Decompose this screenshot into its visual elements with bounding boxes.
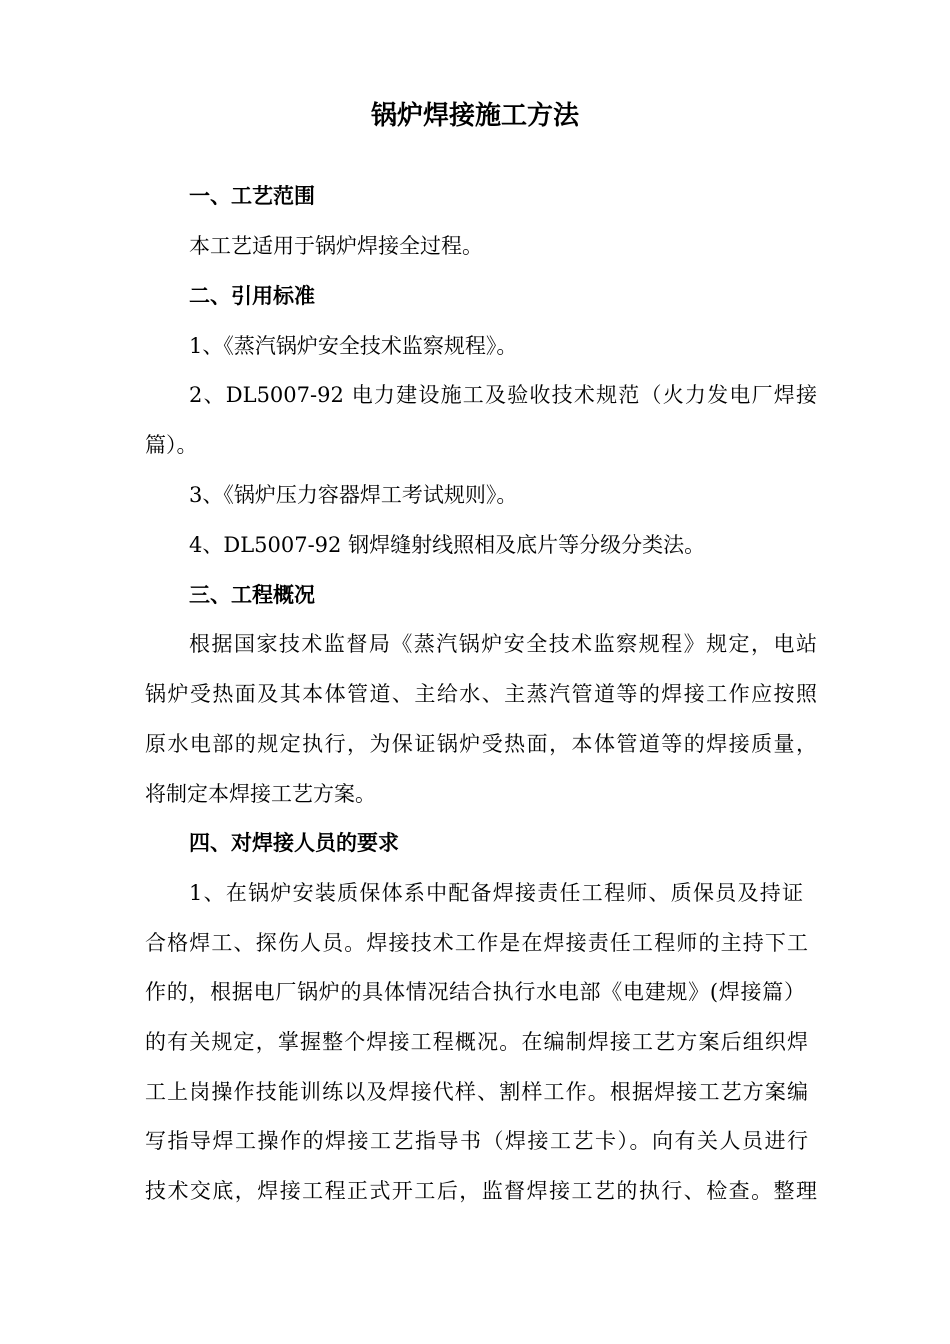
overview-line-3: 原水电部的规定执行，为保证锅炉受热面，本体管道等的焊接质量， [145,732,817,756]
personnel-line-6: 写指导焊工操作的焊接工艺指导书（焊接工艺卡）。向有关人员进行 [145,1129,808,1153]
document-title: 锅炉焊接施工方法 [370,101,579,131]
personnel-line-2: 合格焊工、探伤人员。焊接技术工作是在焊接责任工程师的主持下工 [145,931,808,955]
overview-line-4: 将制定本焊接工艺方案。 [145,782,376,806]
section-heading-scope: 一、工艺范围 [189,183,315,208]
overview-line-2: 锅炉受热面及其本体管道、主给水、主蒸汽管道等的焊接工作应按照 [145,682,817,706]
section-heading-personnel: 四、对焊接人员的要求 [189,830,399,855]
personnel-line-1: 1、在锅炉安装质保体系中配备焊接责任工程师、质保员及持证 [189,881,803,905]
standard-item-4: 4、DL5007-92 钢焊缝射线照相及底片等分级分类法。 [189,533,706,557]
section-heading-standards: 二、引用标准 [189,283,315,308]
standard-item-2-continued: 篇）。 [145,433,198,457]
personnel-line-7: 技术交底，焊接工程正式开工后，监督焊接工艺的执行、检查。整理 [145,1179,817,1203]
personnel-line-5: 工上岗操作技能训练以及焊接代样、割样工作。根据焊接工艺方案编 [145,1080,808,1104]
standard-item-1: 1、《蒸汽锅炉安全技术监察规程》。 [189,334,518,358]
personnel-line-4: 的有关规定，掌握整个焊接工程概况。在编制焊接工艺方案后组织焊 [145,1030,808,1054]
standard-item-2: 2、DL5007-92 电力建设施工及验收技术规范（火力发电厂焊接 [189,383,817,407]
personnel-line-3: 作的，根据电厂锅炉的具体情况结合执行水电部《电建规》(焊接篇） [145,980,805,1004]
section-heading-overview: 三、工程概况 [189,582,315,607]
scope-text: 本工艺适用于锅炉焊接全过程。 [189,234,483,258]
standard-item-3: 3、《锅炉压力容器焊工考试规则》。 [189,483,518,507]
overview-line-1: 根据国家技术监督局《蒸汽锅炉安全技术监察规程》规定，电站 [189,632,817,656]
